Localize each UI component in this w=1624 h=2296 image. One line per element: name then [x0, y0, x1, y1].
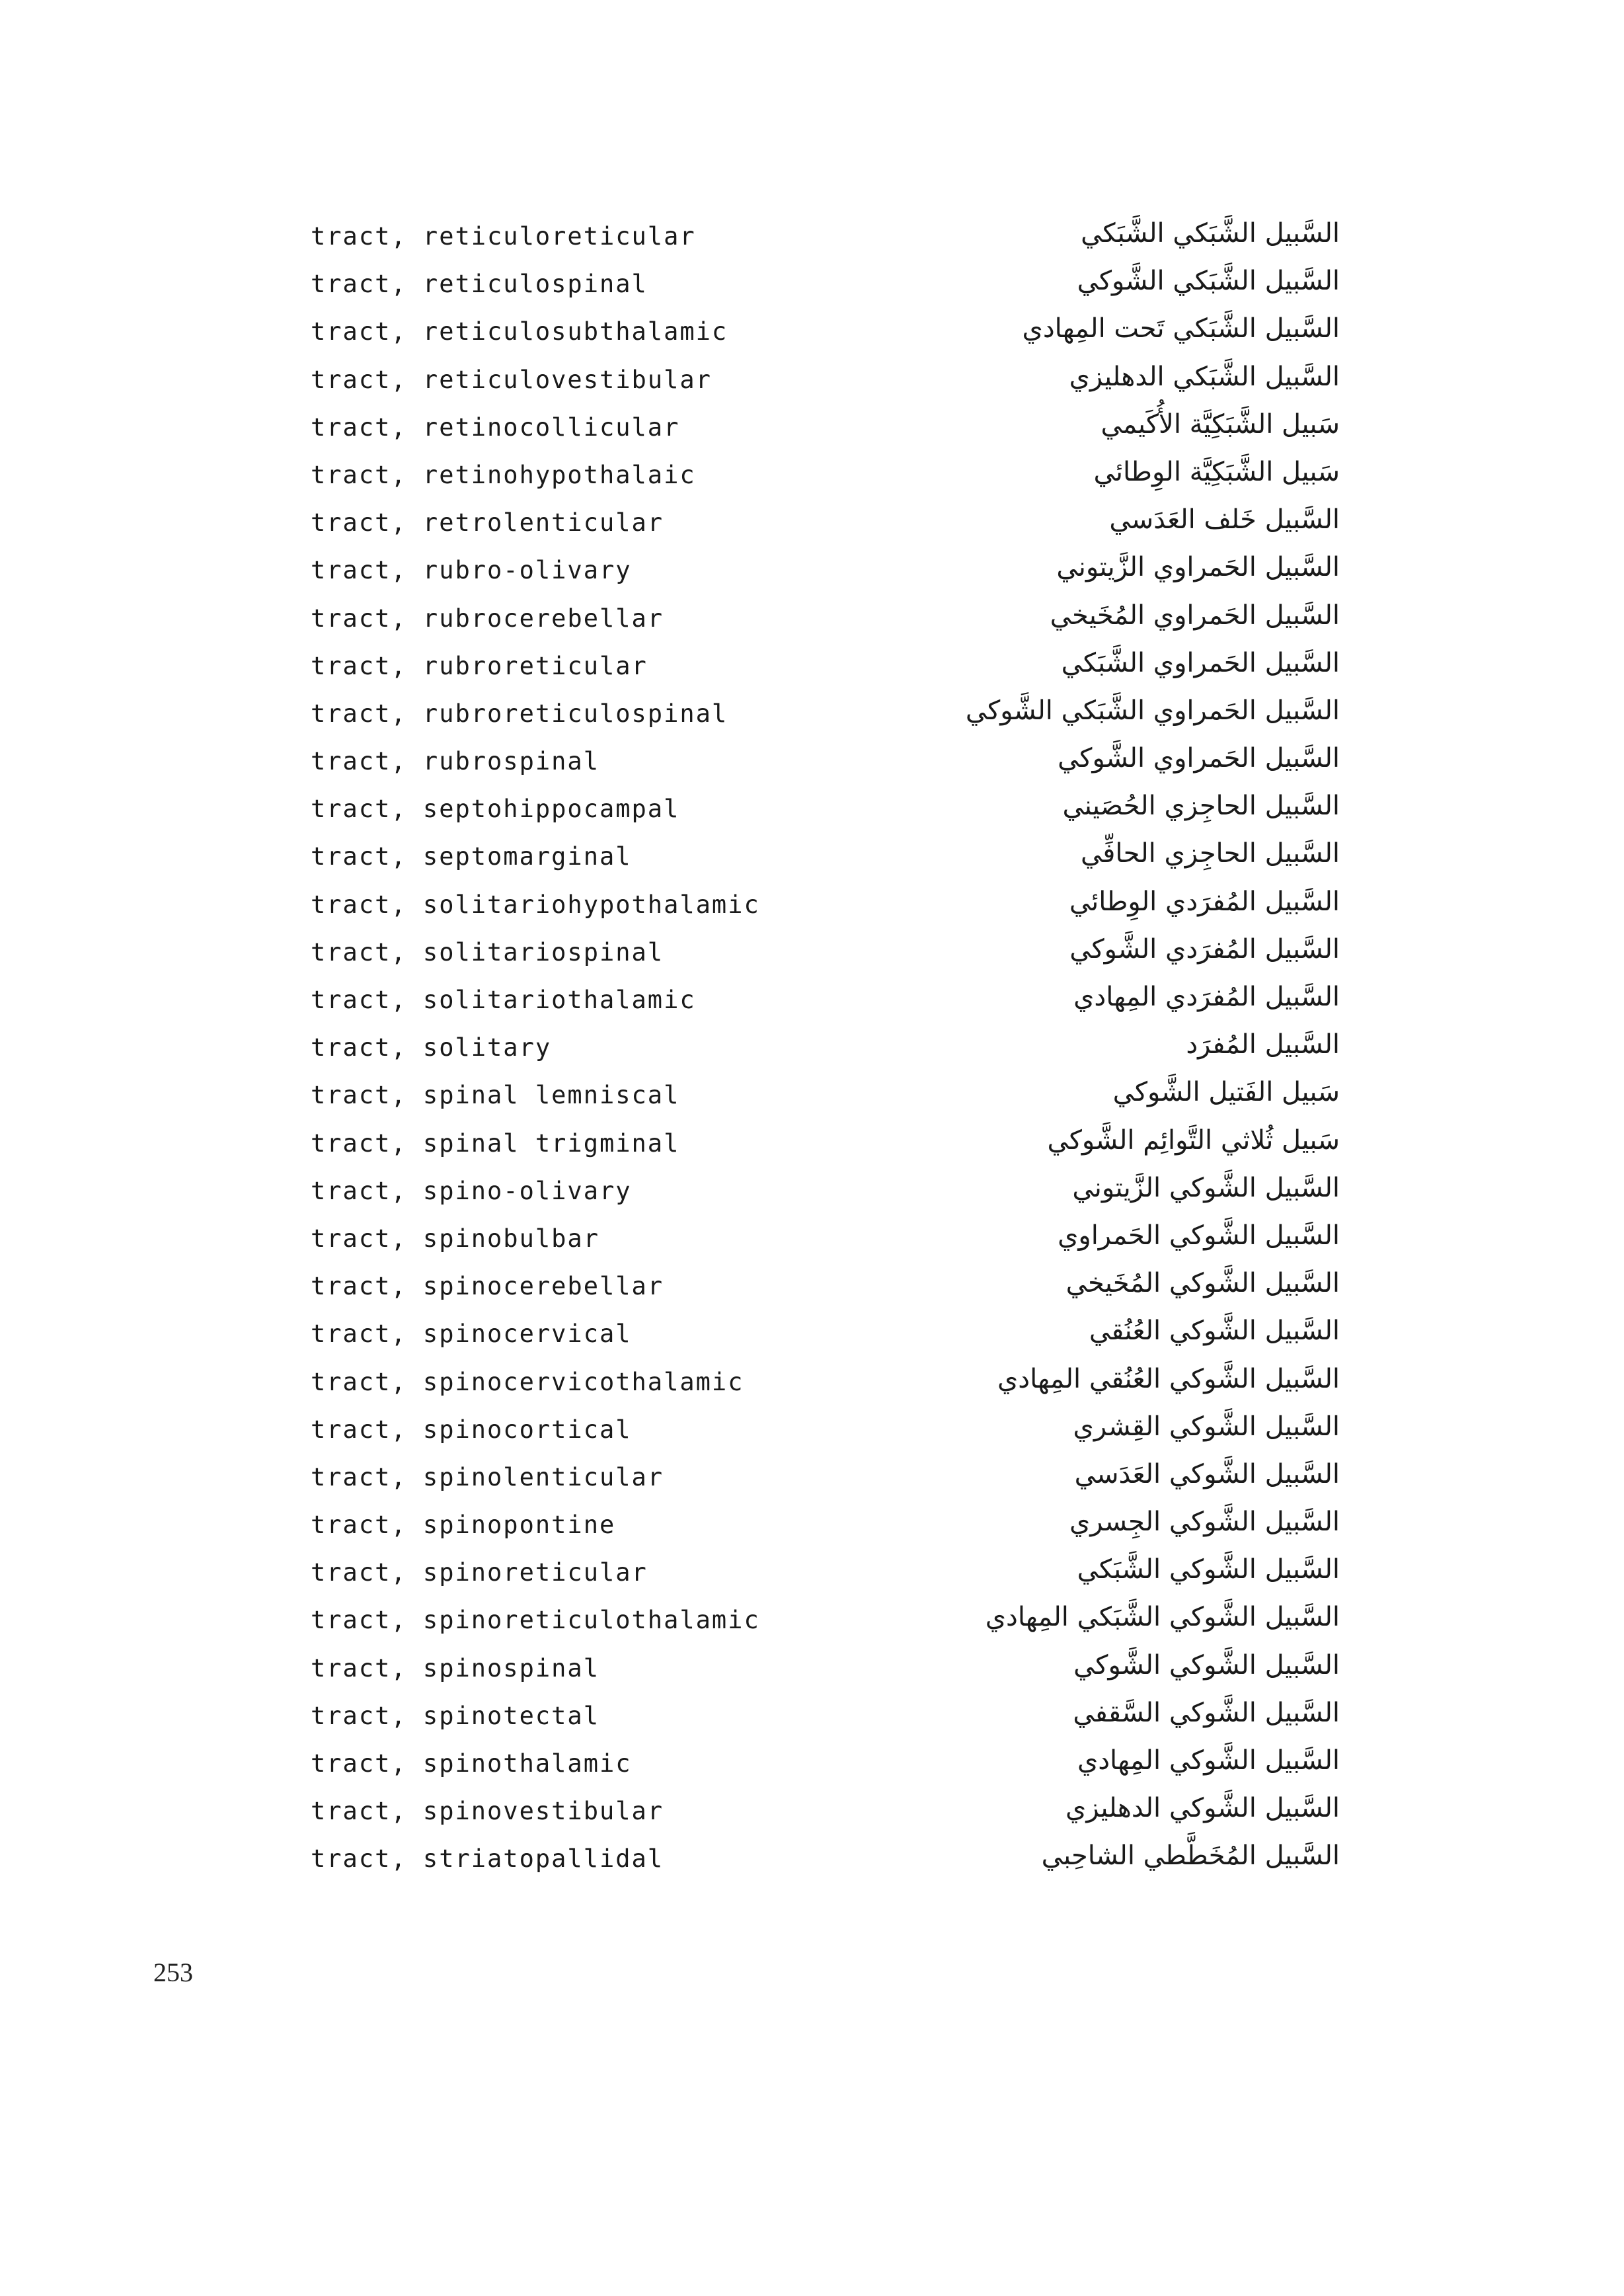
glossary-entry	[0, 503, 1624, 551]
english-term: tract, rubroreticular	[311, 651, 648, 680]
page-number: 253	[153, 1958, 193, 1987]
arabic-term: السَّبيل الشَّوكي العَدَسي	[1074, 1458, 1340, 1489]
glossary-entry	[0, 1267, 1624, 1314]
glossary-entry	[0, 408, 1624, 455]
glossary-entry	[0, 1124, 1624, 1171]
arabic-term: السَّبيل الشَّبَكي الشَّبَكي	[1081, 218, 1340, 249]
glossary-entry	[0, 1649, 1624, 1696]
english-term: tract, spinopontine	[311, 1511, 616, 1540]
glossary-entry	[0, 647, 1624, 694]
glossary-entry	[0, 1696, 1624, 1744]
english-term: tract, septohippocampal	[311, 795, 680, 824]
english-term: tract, spinocortical	[311, 1415, 632, 1444]
glossary-entry	[0, 1028, 1624, 1076]
english-term: tract, spinal trigminal	[311, 1128, 680, 1158]
glossary-entry	[0, 1076, 1624, 1123]
glossary-entry	[0, 599, 1624, 647]
glossary-entry	[0, 1505, 1624, 1553]
glossary-entry	[0, 742, 1624, 789]
arabic-term: السَّبيل الشَّوكي الزَّيتوني	[1072, 1172, 1340, 1203]
arabic-term: السَّبيل الشَّوكي الشَّبَكي المِهادي	[985, 1602, 1340, 1633]
glossary-entry	[0, 694, 1624, 742]
english-term: tract, solitary	[311, 1033, 552, 1062]
arabic-term: السَّبيل الشَّوكي الحَمراوي	[1058, 1220, 1340, 1251]
english-term: tract, rubro-olivary	[311, 556, 632, 585]
arabic-term: السَّبيل الشَّبَكي الدهليزي	[1069, 361, 1340, 392]
glossary-entry	[0, 1601, 1624, 1648]
arabic-term: السَّبيل الشَّوكي المُخَيخي	[1065, 1268, 1340, 1299]
english-term: tract, retinocollicular	[311, 413, 680, 442]
arabic-term: السَّبيل الشَّوكي الشَّوكي	[1073, 1649, 1340, 1681]
glossary-entry	[0, 885, 1624, 933]
arabic-term: السَّبيل الحاجِزي الحافِّي	[1080, 838, 1340, 869]
english-term: tract, spinocervicothalamic	[311, 1367, 744, 1396]
english-term: tract, spinothalamic	[311, 1749, 632, 1778]
english-term: tract, spino-olivary	[311, 1176, 632, 1205]
english-term: tract, spinospinal	[311, 1653, 599, 1682]
glossary-entry	[0, 455, 1624, 503]
arabic-term: السَّبيل الحاجِزي الحُصَيني	[1062, 791, 1340, 822]
english-term: tract, retinohypothalaic	[311, 460, 696, 489]
arabic-term: السَّبيل الشَّوكي الدهليزي	[1065, 1793, 1340, 1824]
arabic-term: السَّبيل الشَّوكي المِهادي	[1077, 1745, 1340, 1776]
english-term: tract, reticulovestibular	[311, 365, 712, 394]
arabic-term: السَّبيل الحَمراوي المُخَيخي	[1050, 600, 1340, 631]
arabic-term: سَبيل الفَتيل الشَّوكي	[1112, 1077, 1340, 1108]
arabic-term: السَّبيل المُفرَد	[1186, 1029, 1340, 1060]
arabic-term: السَّبيل الشَّوكي الجِسري	[1069, 1507, 1340, 1538]
glossary-entry	[0, 360, 1624, 408]
glossary-entry	[0, 980, 1624, 1028]
arabic-term: السَّبيل الشَّبَكي تَحت المِهادي	[1022, 313, 1340, 344]
arabic-term: السَّبيل المُفرَدي الشَّوكي	[1069, 933, 1340, 965]
english-term: tract, spinocervical	[311, 1320, 632, 1349]
arabic-term: السَّبيل خَلف العَدَسي	[1109, 504, 1340, 535]
glossary-entries	[0, 217, 1624, 1887]
english-term: tract, solitariospinal	[311, 937, 664, 967]
english-term: tract, solitariothalamic	[311, 986, 696, 1014]
english-term: tract, spinotectal	[311, 1701, 599, 1730]
english-term: tract, spinovestibular	[311, 1797, 664, 1826]
english-term: tract, rubrocerebellar	[311, 604, 664, 633]
glossary-entry	[0, 1410, 1624, 1458]
glossary-entry	[0, 1458, 1624, 1505]
english-term: tract, reticuloreticular	[311, 222, 696, 251]
arabic-term: السَّبيل المُخَطَّطي الشاحِبي	[1041, 1841, 1340, 1872]
arabic-term: السَّبيل الشَّوكي الشَّبَكي	[1077, 1554, 1340, 1585]
arabic-term: السَّبيل الحَمراوي الشَّبَكي الشَّوكي	[965, 695, 1340, 726]
arabic-term: سَبيل الشَّبَكِيَّة الأُكَيمي	[1101, 409, 1340, 440]
english-term: tract, spinoreticular	[311, 1558, 648, 1587]
glossary-entry	[0, 1171, 1624, 1219]
english-term: tract, reticulosubthalamic	[311, 317, 728, 346]
arabic-term: السَّبيل الشَّبَكي الشَّوكي	[1077, 266, 1340, 297]
glossary-entry	[0, 1744, 1624, 1792]
english-term: tract, retrolenticular	[311, 508, 664, 537]
english-term: tract, spinobulbar	[311, 1224, 599, 1253]
arabic-term: سَبيل ثُلاثي التَّوائِم الشَّوكي	[1047, 1125, 1340, 1156]
glossary-entry	[0, 789, 1624, 837]
glossary-entry	[0, 217, 1624, 264]
glossary-entry	[0, 933, 1624, 980]
glossary-entry	[0, 1219, 1624, 1267]
arabic-term: السَّبيل الحَمراوي الزَّيتوني	[1056, 552, 1340, 583]
english-term: tract, spinal lemniscal	[311, 1081, 680, 1110]
english-term: tract, septomarginal	[311, 842, 632, 871]
arabic-term: سَبيل الشَّبَكِيَّة الوِطائي	[1093, 456, 1340, 487]
arabic-term: السَّبيل الشَّوكي السَّقفي	[1073, 1697, 1340, 1728]
english-term: tract, rubrospinal	[311, 747, 599, 776]
glossary-entry	[0, 1363, 1624, 1410]
english-term: tract, striatopallidal	[311, 1844, 664, 1874]
arabic-term: السَّبيل الشَّوكي القِشري	[1073, 1411, 1340, 1442]
glossary-entry	[0, 837, 1624, 885]
english-term: tract, rubroreticulospinal	[311, 699, 728, 728]
glossary-entry	[0, 1553, 1624, 1601]
glossary-entry	[0, 264, 1624, 312]
english-term: tract, solitariohypothalamic	[311, 890, 760, 919]
arabic-term: السَّبيل الشَّوكي العُنُقي المِهادي	[997, 1363, 1340, 1394]
english-term: tract, spinoreticulothalamic	[311, 1606, 760, 1635]
glossary-entry	[0, 1839, 1624, 1887]
english-term: tract, spinocerebellar	[311, 1272, 664, 1301]
arabic-term: السَّبيل الحَمراوي الشَّبَكي	[1061, 647, 1340, 678]
arabic-term: السَّبيل الشَّوكي العُنُقي	[1089, 1316, 1340, 1347]
arabic-term: السَّبيل الحَمراوي الشَّوكي	[1058, 743, 1340, 774]
glossary-entry	[0, 312, 1624, 360]
english-term: tract, reticulospinal	[311, 270, 648, 299]
arabic-term: السَّبيل المُفرَدي المِهادي	[1073, 982, 1340, 1012]
arabic-term: السَّبيل المُفرَدي الوِطائي	[1069, 886, 1340, 917]
english-term: tract, spinolenticular	[311, 1462, 664, 1491]
glossary-entry	[0, 551, 1624, 598]
glossary-entry	[0, 1314, 1624, 1362]
glossary-entry	[0, 1792, 1624, 1839]
